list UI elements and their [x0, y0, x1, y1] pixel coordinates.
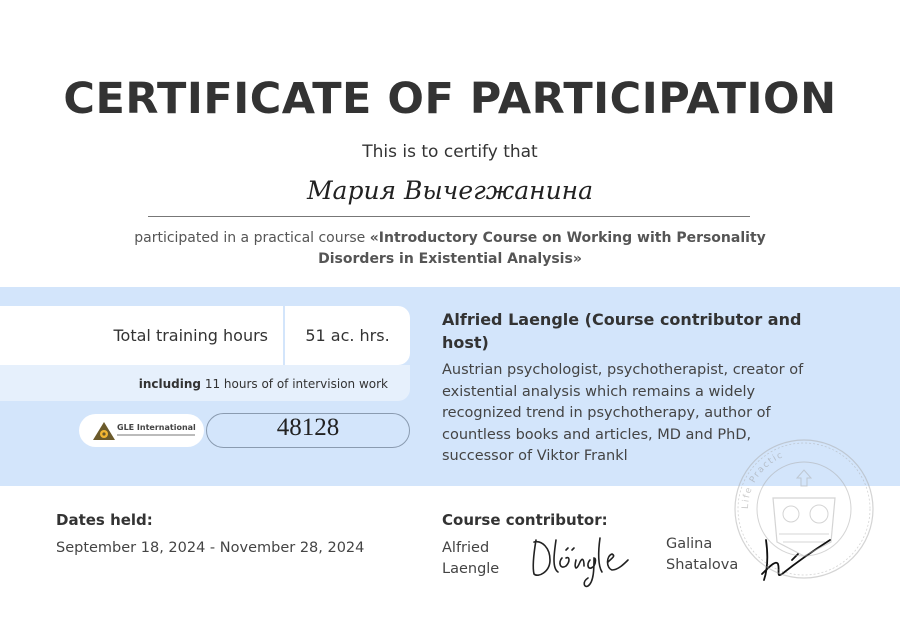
gle-logo-subline	[117, 434, 195, 436]
gle-logo-text: GLE International	[117, 423, 196, 432]
host-description: Austrian psychologist, psychotherapist, creator of existential analysis which remains a widely recognized trend in psychotherapy, author of countless books and articles, MD and PhD, successor of Viktor Frankl	[442, 362, 804, 464]
certificate-number: 48128	[276, 414, 340, 441]
intervision-bold: including	[138, 377, 201, 391]
contributor-1-name	[442, 538, 522, 580]
name-underline	[148, 216, 750, 217]
contributor-1-last: Laengle	[442, 561, 500, 577]
gle-logo	[79, 414, 204, 447]
contributor-2-first: Galina	[666, 536, 713, 552]
certify-text: This is to certify that	[362, 142, 538, 162]
recipient-name: Мария Вычегжанина	[306, 176, 594, 205]
hours-label: Total training hours	[113, 326, 268, 345]
course-name: «Introductory Course on Working with Personality Disorders in Existential Analysis»	[318, 230, 766, 267]
life-practic-seal	[733, 438, 875, 580]
course-description	[110, 228, 790, 270]
contributor-label: Course contributor:	[442, 511, 608, 529]
gle-triangle-icon	[93, 422, 115, 440]
intervision-rest: 11 hours of of intervision work	[204, 377, 388, 391]
contributor-1-first: Alfried	[442, 540, 490, 556]
seal-text: Life Practic	[740, 450, 786, 510]
dates-label: Dates held:	[56, 511, 153, 529]
contributor-2-last: Shatalova	[666, 557, 739, 573]
svg-text:Life Practic	[741, 450, 785, 509]
signature-laengle	[528, 532, 648, 590]
course-prefix: participated in a practical course	[134, 230, 366, 246]
hours-value: 51 ac. hrs.	[305, 326, 390, 345]
certificate-title: CERTIFICATE OF PARTICIPATION	[63, 74, 837, 124]
host-title: Alfried Laengle (Course contributor and host)	[442, 310, 802, 352]
dates-value: September 18, 2024 - November 28, 2024	[56, 540, 365, 556]
intervision-note	[0, 377, 388, 391]
